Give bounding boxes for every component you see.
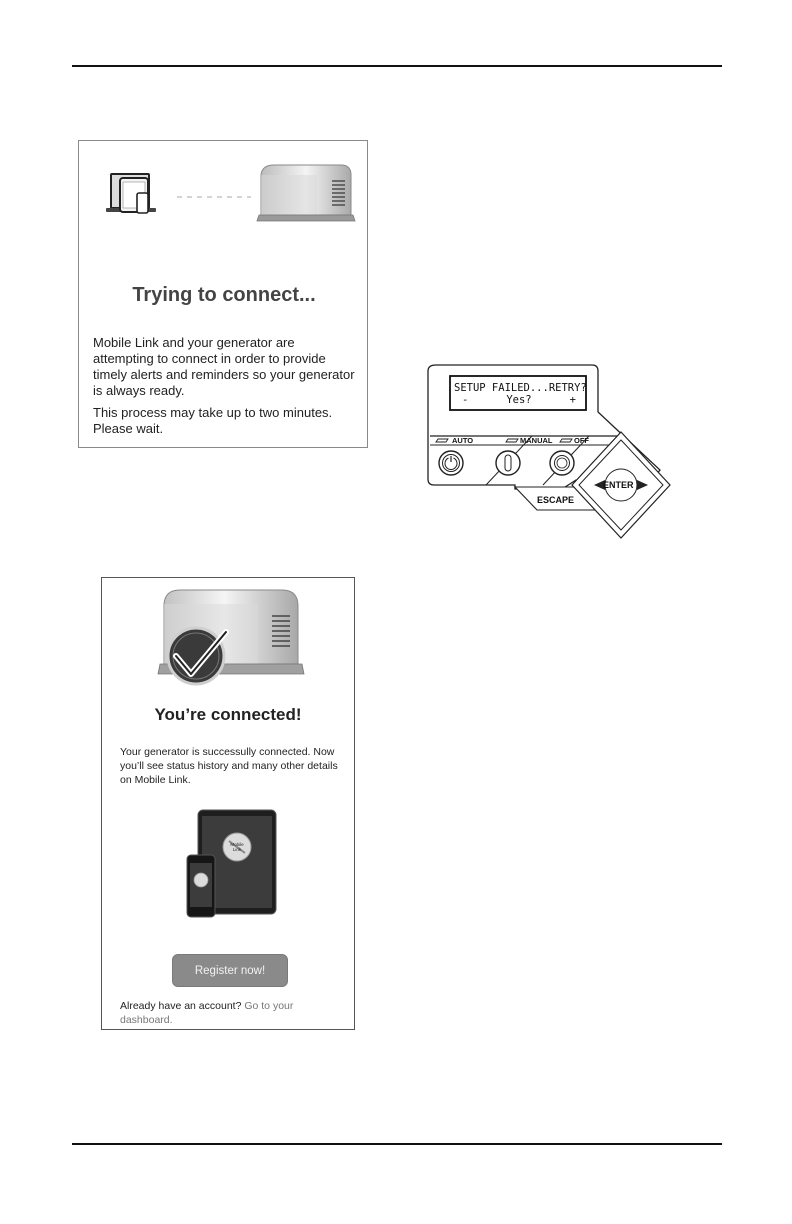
header-rule — [72, 65, 722, 67]
lcd-minus: - — [462, 394, 469, 406]
connected-description: Your generator is successully connected. Now you’ll see status history and many other details on Mobile Link. — [120, 746, 338, 786]
off-label: OFF — [574, 436, 589, 445]
checkmark-icon — [168, 628, 226, 684]
dashboard-link[interactable]: Go to your dashboard. — [120, 1000, 294, 1026]
phone-icon — [187, 855, 215, 917]
generator-icon — [257, 165, 355, 221]
lcd-prompt: Yes? — [506, 394, 532, 406]
auto-label: AUTO — [452, 436, 474, 445]
phone-icon — [137, 193, 148, 213]
connected-screen — [101, 577, 355, 1030]
manual-button[interactable] — [496, 451, 520, 475]
register-button[interactable]: Register now! — [172, 954, 288, 987]
lcd-display-text — [454, 382, 587, 406]
manual-label: MANUAL — [520, 436, 553, 445]
lcd-plus: + — [569, 394, 576, 406]
generator-controller-panel — [424, 362, 674, 542]
connect-title: Trying to connect... — [132, 284, 316, 306]
connect-paragraph-2: This process may take up to two minutes. Please wait. — [93, 405, 333, 436]
enter-label: ENTER — [603, 480, 634, 490]
connected-title: You’re connected! — [154, 705, 302, 724]
connect-description — [93, 335, 355, 443]
lcd-line-1: SETUP FAILED...RETRY? — [454, 382, 587, 394]
footer-rule — [72, 1143, 722, 1145]
tablet-badge-text: Mobile Link — [230, 842, 244, 852]
off-button[interactable] — [550, 451, 574, 475]
escape-label: ESCAPE — [537, 495, 575, 505]
account-prompt: Already have an account? — [120, 1000, 242, 1012]
lcd-line-2 — [454, 394, 582, 406]
devices-to-generator-illustration — [79, 141, 369, 241]
connect-paragraph-1: Mobile Link and your generator are attempting to connect in order to provide timely alerts and reminders so your generator is always ready. — [93, 335, 355, 398]
account-prompt-line — [120, 999, 342, 1027]
connect-screen — [78, 140, 368, 448]
auto-button[interactable] — [439, 451, 463, 475]
